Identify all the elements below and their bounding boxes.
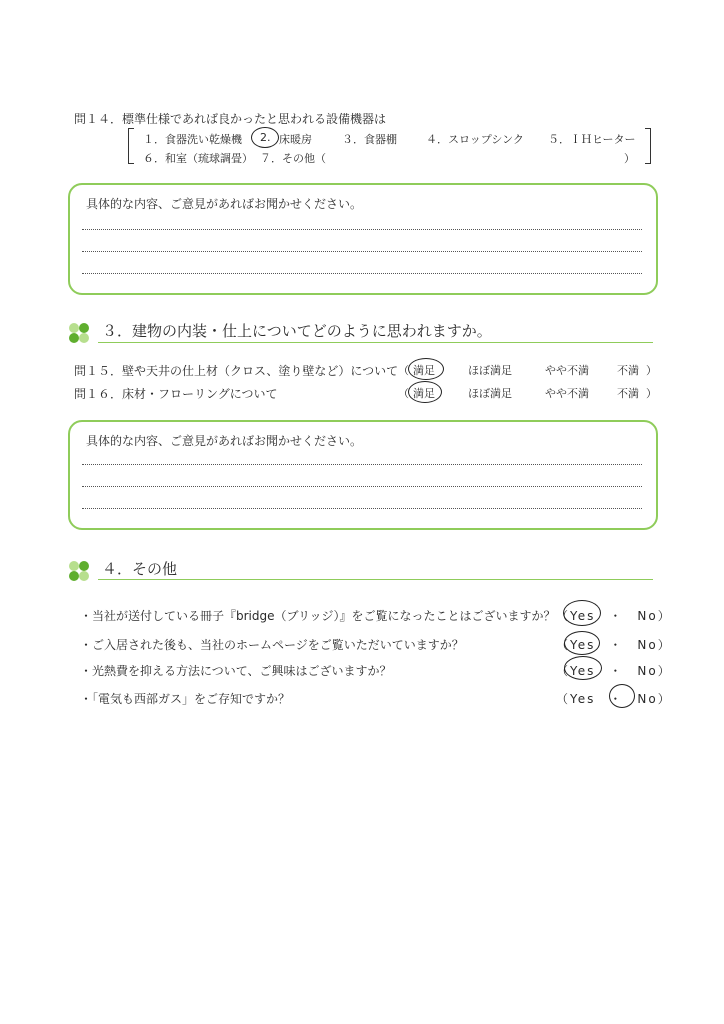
section-3-title: ３．建物の内装・仕上についてどのように思われますか。 bbox=[102, 322, 492, 340]
q16-label: 問１６．床材・フローリングについて bbox=[74, 387, 278, 401]
q14-option-6[interactable]: ６．和室（琉球調畳） bbox=[143, 152, 253, 165]
section-4-heading bbox=[68, 560, 653, 582]
q14-option-7-close: ） bbox=[624, 152, 635, 165]
comment-box-1-line bbox=[82, 251, 642, 252]
comment-box-1-line bbox=[82, 229, 642, 230]
q4-item-4-text: ・「電気も西部ガス」をご存知ですか？ bbox=[80, 692, 291, 706]
q14-option-2-circle-mark bbox=[251, 127, 279, 148]
q4-item-2-yes-circle-mark bbox=[564, 631, 600, 655]
q16-close-paren: ） bbox=[646, 387, 657, 400]
q4-item-1-answer[interactable]: （Yes ・ No） bbox=[556, 609, 672, 623]
comment-box-2[interactable] bbox=[68, 420, 658, 530]
q14-option-5[interactable]: ５．ＩＨヒーター bbox=[548, 133, 636, 146]
q15-label: 問１５．壁や天井の仕上材（クロス、塗り壁など）について bbox=[74, 364, 399, 378]
section-3-underline bbox=[98, 342, 653, 343]
q4-item-4-dot-circle-mark bbox=[609, 684, 635, 708]
q16-choice-mostly-satisfied[interactable]: ほぼ満足 bbox=[468, 387, 512, 400]
q16-choice-somewhat-dissatisfied[interactable]: やや不満 bbox=[545, 387, 589, 400]
q15-choice-dissatisfied[interactable]: 不満 bbox=[617, 364, 639, 377]
q15-choice-mostly-satisfied[interactable]: ほぼ満足 bbox=[468, 364, 512, 377]
q14-option-1[interactable]: １．食器洗い乾燥機 bbox=[143, 133, 242, 146]
comment-box-2-prompt: 具体的な内容、ご意見があればお聞かせください。 bbox=[86, 434, 363, 448]
q15-open-paren: （ bbox=[398, 364, 409, 377]
q15-choice-somewhat-dissatisfied[interactable]: やや不満 bbox=[545, 364, 589, 377]
clover-icon bbox=[68, 560, 90, 582]
q4-item-3-text: ・光熱費を抑える方法について、ご興味はございますか？ bbox=[80, 664, 392, 678]
q15-close-paren: ） bbox=[646, 364, 657, 377]
q14-option-2-label[interactable]: 床暖房 bbox=[279, 133, 312, 146]
q14-option-7[interactable]: ７．その他（ bbox=[260, 152, 326, 165]
q4-item-3-yes-circle-mark bbox=[564, 656, 602, 680]
q4-item-1-text: ・当社が送付している冊子『bridge（ブリッジ）』をご覧になったことはございますか？ bbox=[80, 609, 556, 623]
q14-option-4[interactable]: ４．スロップシンク bbox=[426, 133, 524, 146]
q15-choice-satisfied[interactable]: 満足 bbox=[413, 364, 435, 377]
comment-box-1[interactable] bbox=[68, 183, 658, 295]
q4-item-4-answer[interactable]: （Yes ・ No） bbox=[556, 692, 672, 706]
q14-option-2-number[interactable]: 2. bbox=[260, 131, 271, 144]
q14-label: 問１４．標準仕様であれば良かったと思われる設備機器は bbox=[74, 112, 387, 126]
q16-choice-dissatisfied[interactable]: 不満 bbox=[617, 387, 639, 400]
q16-open-paren: （ bbox=[398, 387, 409, 400]
section-3-heading bbox=[68, 322, 653, 344]
section-4-title: ４．その他 bbox=[102, 560, 178, 578]
comment-box-2-line bbox=[82, 464, 642, 465]
q14-option-3[interactable]: ３．食器棚 bbox=[342, 133, 397, 146]
comment-box-2-line bbox=[82, 508, 642, 509]
q16-circle-mark bbox=[408, 381, 442, 403]
comment-box-2-line bbox=[82, 486, 642, 487]
q14-right-bracket bbox=[645, 128, 651, 164]
q4-item-2-text: ・ご入居された後も、当社のホームページをご覧いただいていますか？ bbox=[80, 638, 464, 652]
q4-item-1-yes-circle-mark bbox=[563, 600, 601, 626]
q4-item-2-answer[interactable]: （Yes ・ No） bbox=[556, 638, 672, 652]
q15-circle-mark bbox=[408, 358, 444, 380]
clover-icon bbox=[68, 322, 90, 344]
comment-box-1-prompt: 具体的な内容、ご意見があればお聞かせください。 bbox=[86, 197, 363, 211]
q4-item-3-answer[interactable]: （Yes ・ No） bbox=[556, 664, 672, 678]
section-4-underline bbox=[98, 579, 653, 580]
comment-box-1-line bbox=[82, 273, 642, 274]
q14-left-bracket bbox=[128, 128, 134, 164]
q16-choice-satisfied[interactable]: 満足 bbox=[413, 387, 435, 400]
